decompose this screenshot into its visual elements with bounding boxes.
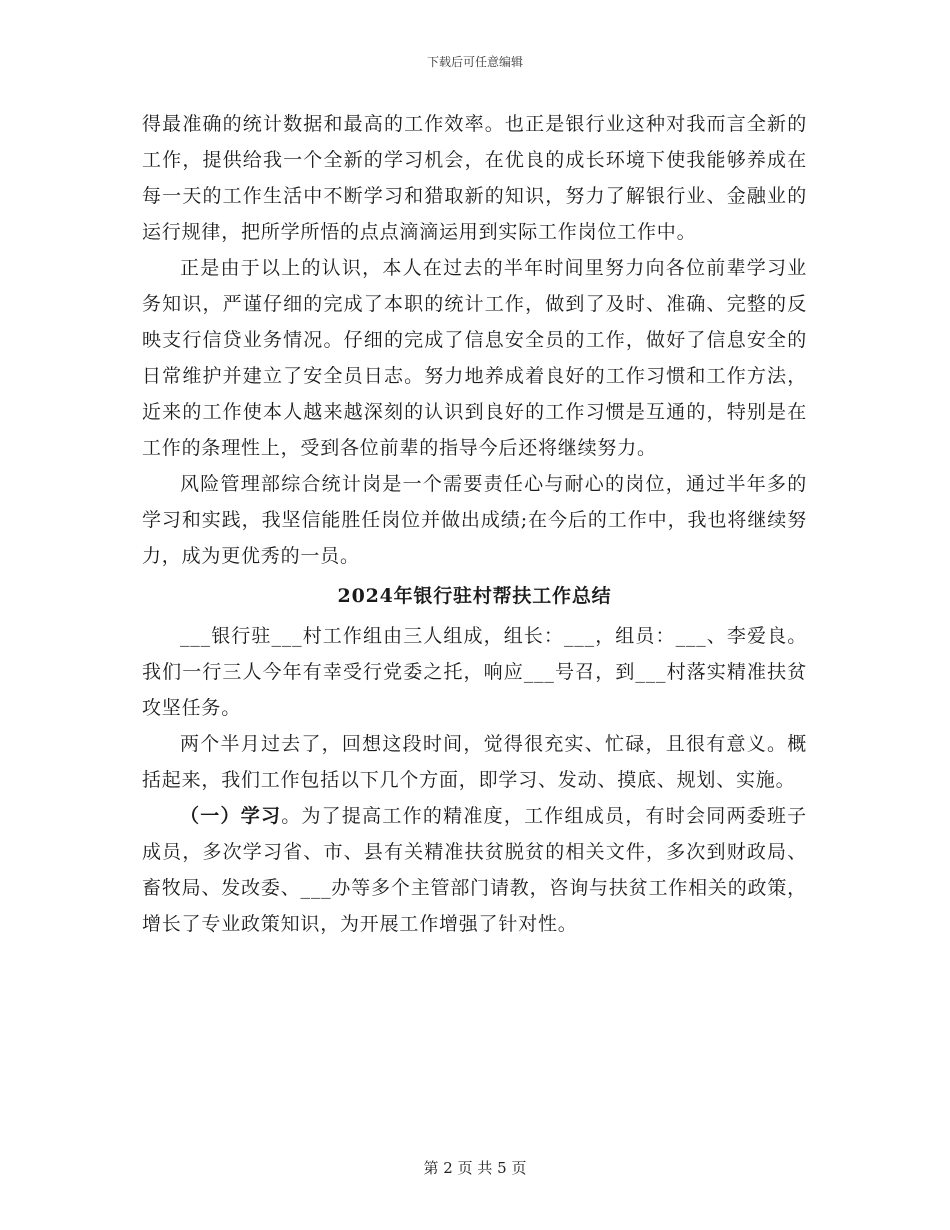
subsection-heading: （一）学习 <box>180 805 282 827</box>
paragraph-5: 两个半月过去了，回想这段时间，觉得很充实、忙碌，且很有意义。概括起来，我们工作包括以下几个方面，即学习、发动、摸底、规划、实施。 <box>142 733 807 791</box>
paragraph-3: 风险管理部综合统计岗是一个需要责任心与耐心的岗位，通过半年多的学习和实践，我坚信能胜任岗位并做出成绩;在今后的工作中，我也将继续努力，成为更优秀的一员。 <box>142 473 807 567</box>
page-footer: 第 2 页 共 5 页 <box>423 1159 527 1177</box>
paragraph-2: 正是由于以上的认识，本人在过去的半年时间里努力向各位前辈学习业务知识，严谨仔细的完成了本职的统计工作，做到了及时、准确、完整的反映支行信贷业务情况。仔细的完成了信息安全员的工作，做好了信息安全的日常维护并建立了安全员日志。努力地养成着良好的工作习惯和工作方法，近来的工作使本人越来越深刻的认识到良好的工作习惯是互通的，特别是在工作的条理性上，受到各位前辈的指导今后还将继续努力。 <box>142 257 807 459</box>
paragraph-4: ___银行驻___村工作组由三人组成，组长：___，组员：___、李爱良。我们一行三人今年有幸受行党委之托，响应___号召，到___村落实精准扶贫攻坚任务。 <box>142 625 807 719</box>
page-header: 下载后可任意编辑 <box>426 55 523 69</box>
document-body <box>142 106 807 942</box>
section-title: 2024年银行驻村帮扶工作总结 <box>337 585 612 607</box>
paragraph-6-text: 。为了提高工作的精准度，工作组成员，有时会同两委班子成员，多次学习省、市、县有关精准扶贫脱贫的相关文件，多次到财政局、畜牧局、发改委、___办等多个主管部门请教，咨询与扶贫工作相关的政策，增长了专业政策知识，为开展工作增强了针对性。 <box>142 805 807 935</box>
paragraph-1: 得最准确的统计数据和最高的工作效率。也正是银行业这种对我而言全新的工作，提供给我一个全新的学习机会，在优良的成长环境下使我能够养成在每一天的工作生活中不断学习和猎取新的知识，努力了解银行业、金融业的运行规律，把所学所悟的点点滴滴运用到实际工作岗位工作中。 <box>142 113 807 243</box>
paragraph-6 <box>142 798 807 942</box>
